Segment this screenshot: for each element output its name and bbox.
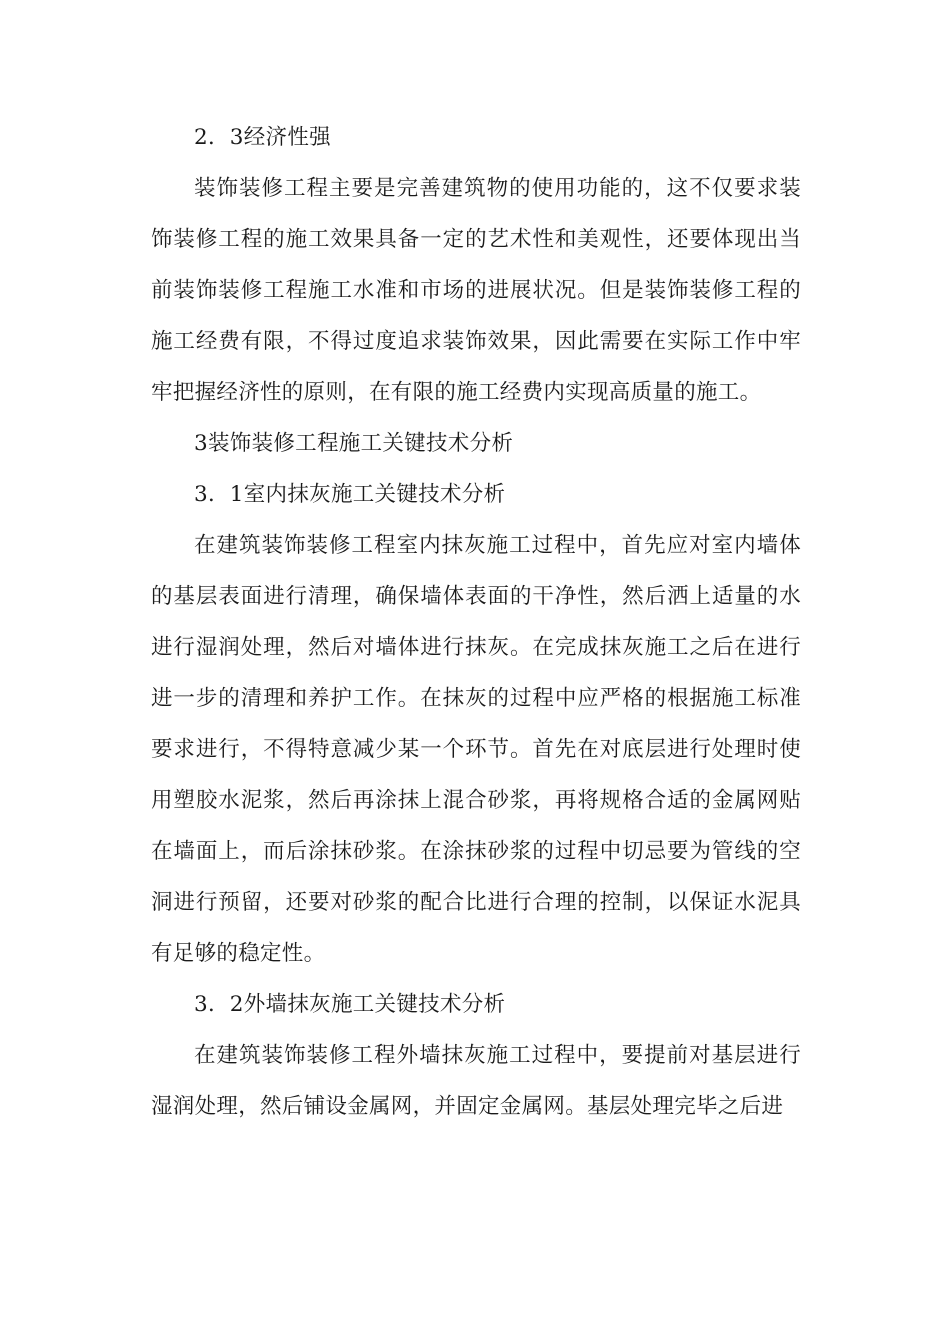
body-paragraph-exterior-plastering: 在建筑装饰装修工程外墙抹灰施工过程中，要提前对基层进行湿润处理，然后铺设金属网，并固定金属网。基层处理完毕之后进	[151, 1043, 801, 1119]
body-paragraph-economy: 装饰装修工程主要是完善建筑物的使用功能的，这不仅要求装饰装修工程的施工效果具备一定的艺术性和美观性，还要体现出当前装饰装修工程施工水准和市场的进展状况。但是装饰装修工程的施工经费有限，不得过度追求装饰效果，因此需要在实际工作中牢牢把握经济性的原则，在有限的施工经费内实现高质量的施工。	[151, 176, 801, 405]
section-heading-3: 3装饰装修工程施工关键技术分析	[194, 431, 514, 456]
section-heading-3-2: 3．2外墙抹灰施工关键技术分析	[194, 992, 506, 1017]
section-heading-3-1: 3．1室内抹灰施工关键技术分析	[194, 482, 506, 507]
section-heading-2-3: 2．3经济性强	[194, 125, 331, 150]
document-page	[151, 112, 801, 1132]
body-paragraph-indoor-plastering: 在建筑装饰装修工程室内抹灰施工过程中，首先应对室内墙体的基层表面进行清理，确保墙体表面的干净性，然后洒上适量的水进行湿润处理，然后对墙体进行抹灰。在完成抹灰施工之后在进行进一步的清理和养护工作。在抹灰的过程中应严格的根据施工标准要求进行，不得特意减少某一个环节。首先在对底层进行处理时使用塑胶水泥浆，然后再涂抹上混合砂浆，再将规格合适的金属网贴在墙面上，而后涂抹砂浆。在涂抹砂浆的过程中切忌要为管线的空洞进行预留，还要对砂浆的配合比进行合理的控制，以保证水泥具有足够的稳定性。	[151, 533, 801, 966]
